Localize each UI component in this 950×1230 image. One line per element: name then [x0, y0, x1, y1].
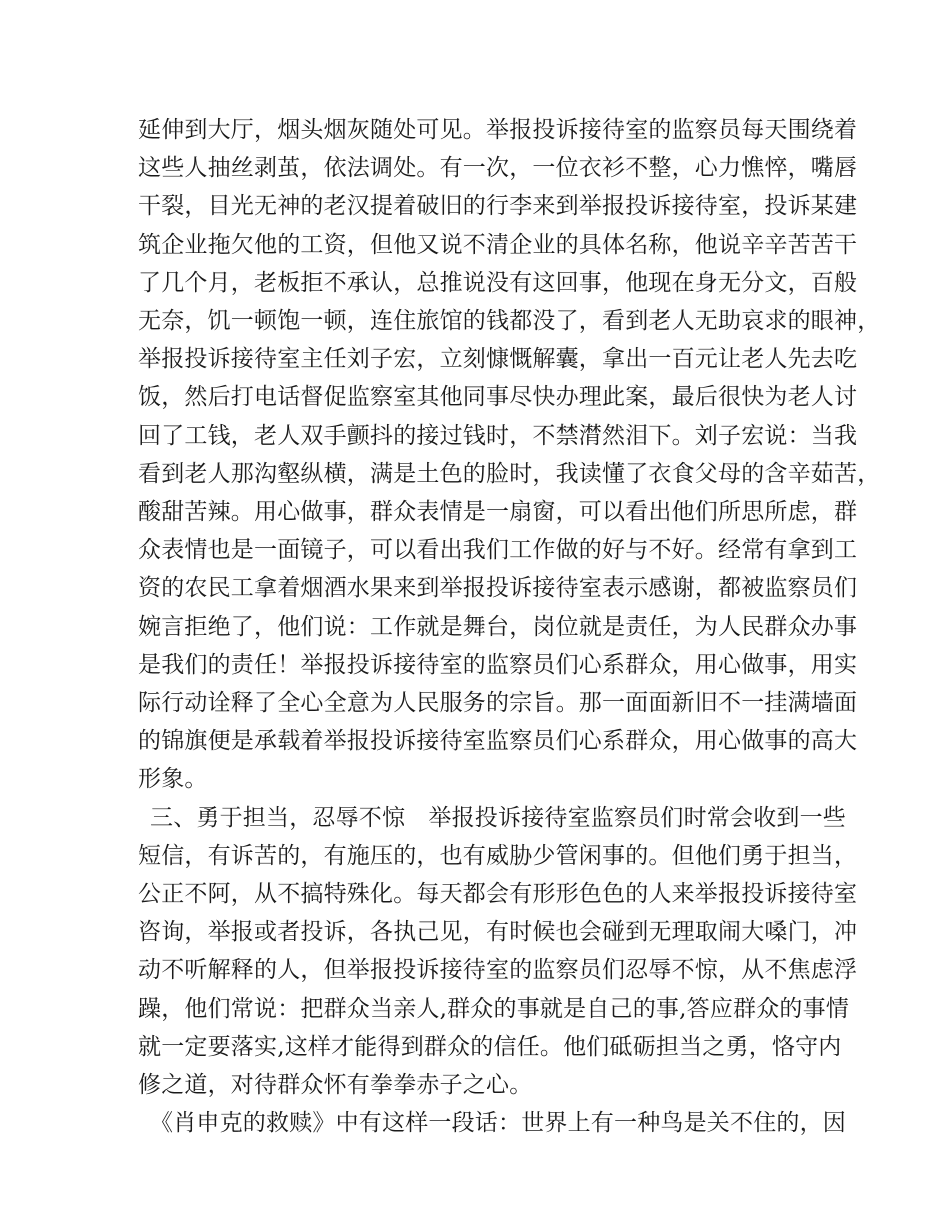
text-line: 筑企业拖欠他的工资，但他又说不清企业的具体名称，他说辛辛苦苦干 — [138, 231, 858, 258]
text-line: 看到老人那沟壑纵横，满是土色的脸时，我读懂了衣食父母的含辛茹苦， — [138, 460, 881, 487]
text-line: 的锦旗便是承载着举报投诉接待室监察员们心系群众，用心做事的高大 — [138, 728, 858, 755]
text-line: 是我们的责任！举报投诉接待室的监察员们心系群众，用心做事，用实 — [138, 651, 858, 678]
paragraph-start-line: 《肖申克的救赎》中有这样一段话：世界上有一种鸟是关不住的，因 — [150, 1110, 846, 1137]
text-line: 酸甜苦辣。用心做事，群众表情是一扇窗，可以看出他们所思所虑，群 — [138, 499, 858, 525]
text-line: 饭，然后打电话督促监察室其他同事尽快办理此案，最后很快为老人讨 — [138, 384, 858, 411]
text-line: 动不听解释的人，但举报投诉接待室的监察员们忍辱不惊，从不焦虑浮 — [138, 957, 858, 984]
text-line: 无奈，饥一顿饱一顿，连住旅馆的钱都没了，看到老人无助哀求的眼神， — [138, 308, 881, 334]
text-line: 际行动诠释了全心全意为人民服务的宗旨。那一面面新旧不一挂满墙面 — [138, 690, 858, 716]
text-line: 回了工钱，老人双手颤抖的接过钱时，不禁潸然泪下。刘子宏说：当我 — [138, 422, 858, 449]
text-line: 公正不阿，从不搞特殊化。每天都会有形形色色的人来举报投诉接待室 — [138, 881, 858, 907]
text-line: 形象。 — [138, 766, 208, 793]
text-line: 延伸到大厅，烟头烟灰随处可见。举报投诉接待室的监察员每天围绕着 — [138, 117, 858, 143]
text-line: 这些人抽丝剥茧，依法调处。有一次，一位衣衫不整，心力憔悴，嘴唇 — [138, 155, 858, 182]
text-line: 了几个月，老板拒不承认，总推说没有这回事，他现在身无分文，百般 — [138, 269, 858, 296]
text-line: 咨询，举报或者投诉，各执己见，有时候也会碰到无理取闹大嗓门，冲 — [138, 919, 858, 946]
text-line: 资的农民工拿着烟酒水果来到举报投诉接待室表示感谢，都被监察员们 — [138, 575, 858, 602]
text-line: 躁，他们常说：把群众当亲人,群众的事就是自己的事,答应群众的事情 — [138, 995, 850, 1022]
text-line: 众表情也是一面镜子，可以看出我们工作做的好与不好。经常有拿到工 — [138, 537, 858, 564]
text-line: 干裂，目光无神的老汉提着破旧的行李来到举报投诉接待室，投诉某建 — [138, 193, 858, 220]
text-line: 婉言拒绝了，他们说：工作就是舞台，岗位就是责任，为人民群众办事 — [138, 613, 858, 640]
text-line: 短信，有诉苦的，有施压的，也有威胁少管闲事的。但他们勇于担当， — [138, 842, 858, 869]
text-line: 修之道，对待群众怀有拳拳赤子之心。 — [138, 1072, 533, 1098]
text-line: 就一定要落实,这样才能得到群众的信任。他们砥砺担当之勇，恪守内 — [138, 1033, 842, 1060]
text-line: 举报投诉接待室主任刘子宏，立刻慷慨解囊，拿出一百元让老人先去吃 — [138, 346, 858, 373]
section-heading-line: 三、勇于担当，忍辱不惊 举报投诉接待室监察员们时常会收到一些 — [150, 804, 846, 831]
